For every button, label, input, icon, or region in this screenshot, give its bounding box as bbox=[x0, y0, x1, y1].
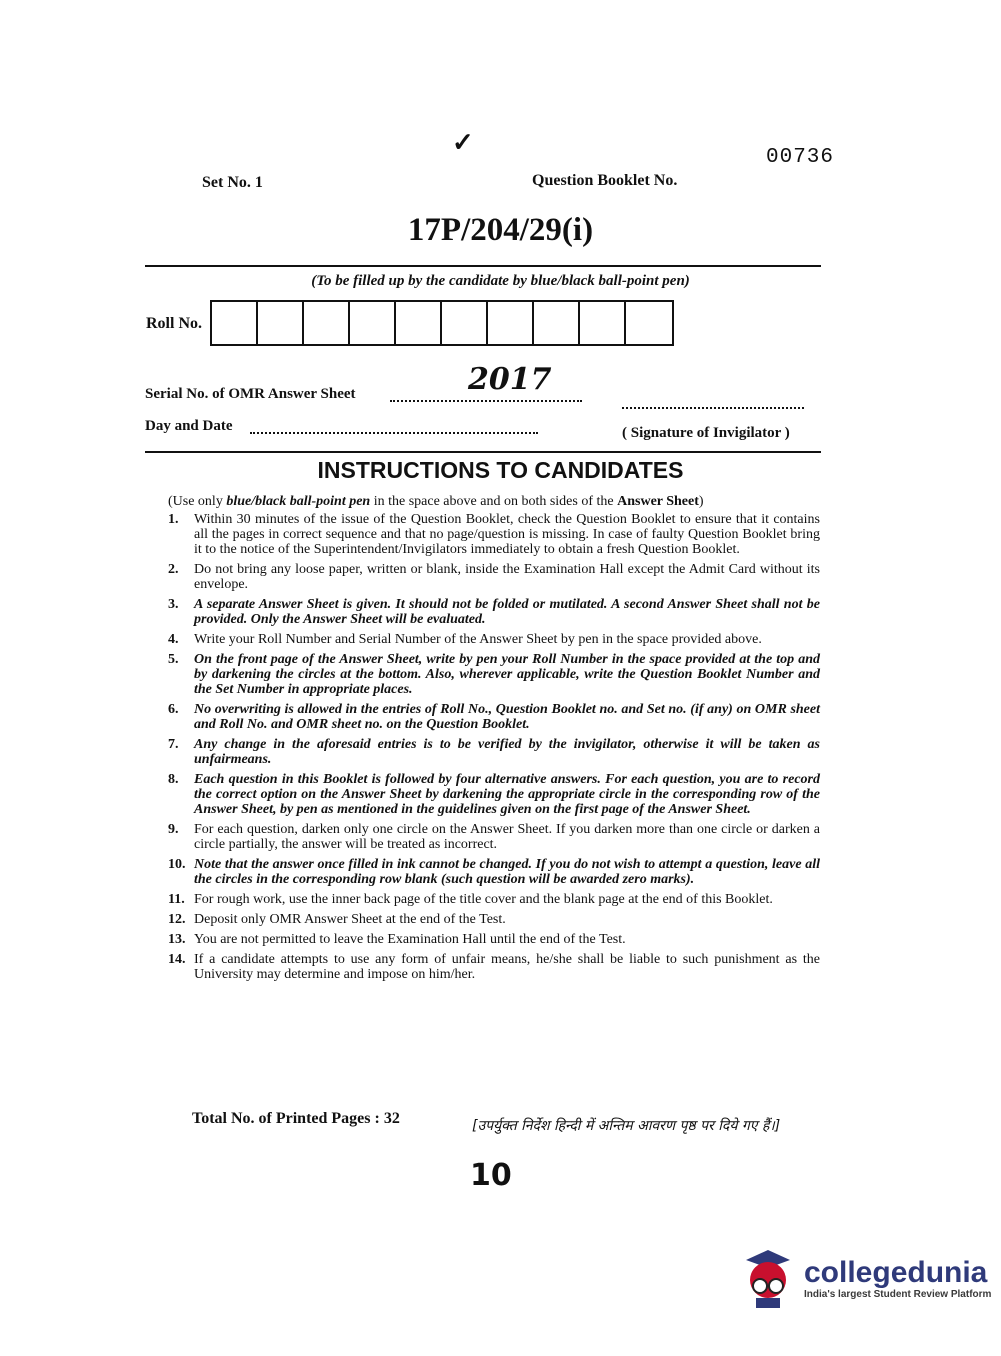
roll-number-cell bbox=[350, 302, 396, 344]
handwritten-page-number: 10 bbox=[470, 1158, 512, 1193]
instruction-text: Deposit only OMR Answer Sheet at the end of the Test. bbox=[194, 912, 506, 927]
fill-instruction-note: (To be filled up by the candidate by blue/black ball-point pen) bbox=[311, 273, 690, 289]
instruction-number: 7. bbox=[168, 737, 179, 752]
top-divider bbox=[145, 265, 821, 267]
set-number: Set No. 1 bbox=[202, 174, 263, 191]
instruction-number: 6. bbox=[168, 702, 179, 717]
roll-number-cell bbox=[304, 302, 350, 344]
instruction-text: No overwriting is allowed in the entries of Roll No., Question Booklet no. and Set no. (if any) on OMR sheet and Roll No. and OMR sheet no. on the Question Booklet. bbox=[194, 702, 820, 732]
instruction-item bbox=[168, 737, 820, 767]
day-date-field bbox=[250, 420, 538, 434]
instruction-item bbox=[168, 702, 820, 732]
mascot-icon bbox=[738, 1246, 798, 1310]
instruction-item bbox=[168, 857, 820, 887]
roll-number-cell bbox=[580, 302, 626, 344]
instruction-number: 9. bbox=[168, 822, 179, 837]
serial-number-handwritten: 2017 bbox=[468, 362, 552, 397]
instruction-item bbox=[168, 952, 820, 982]
collegedunia-logo bbox=[738, 1246, 991, 1310]
instruction-item bbox=[168, 822, 820, 852]
instruction-text: For each question, darken only one circle on the Answer Sheet. If you darken more than one circle or darken a circle partially, the answer will be treated as incorrect. bbox=[194, 822, 820, 852]
roll-number-cell bbox=[212, 302, 258, 344]
roll-number-grid bbox=[210, 300, 674, 346]
instruction-text: A separate Answer Sheet is given. It should not be folded or mutilated. A second Answer Sheet shall not be provided. Only the Answer Sheet will be evaluated. bbox=[194, 597, 820, 627]
instruction-text: Do not bring any loose paper, written or blank, inside the Examination Hall except the Admit Card without its envelope. bbox=[194, 562, 820, 592]
instruction-item bbox=[168, 512, 820, 557]
instruction-text: You are not permitted to leave the Examination Hall until the end of the Test. bbox=[194, 932, 626, 947]
instruction-text: Each question in this Booklet is followed by four alternative answers. For each question, you are to record the correct option on the Answer Sheet by darkening the appropriate circle in the corresponding row of the Answer Sheet, by pen as mentioned in the guidelines given on the first page of the Answer Sheet. bbox=[194, 772, 820, 817]
roll-number-cell bbox=[626, 302, 672, 344]
instructions-divider bbox=[145, 451, 821, 453]
instruction-item bbox=[168, 597, 820, 627]
instruction-number: 5. bbox=[168, 652, 179, 667]
booklet-number: 00736 bbox=[766, 146, 835, 169]
roll-number-cell bbox=[442, 302, 488, 344]
hindi-note: [उपर्युक्त निर्देश हिन्दी में अन्तिम आवरण पृष्ठ पर दिये गए हैं।] bbox=[472, 1118, 781, 1134]
instruction-item bbox=[168, 632, 820, 647]
instruction-text: Within 30 minutes of the issue of the Question Booklet, check the Question Booklet to ensure that it contains all the pages in correct sequence and that no page/question is missing. In case of faulty Question Booklet bring it to the notice of the Superintendent/Invigilators immediately to obtain a fresh Question Booklet. bbox=[194, 512, 820, 557]
instruction-item bbox=[168, 912, 820, 927]
instruction-text: Any change in the aforesaid entries is to be verified by the invigilator, otherwise it will be taken as unfairmeans. bbox=[194, 737, 820, 767]
roll-number-label: Roll No. bbox=[146, 315, 202, 332]
instructions-title: INSTRUCTIONS TO CANDIDATES bbox=[317, 457, 684, 483]
question-booklet-label: Question Booklet No. bbox=[532, 172, 678, 189]
instruction-text: If a candidate attempts to use any form of unfair means, he/she shall be liable to such punishment as the University may determine and impose on him/her. bbox=[194, 952, 820, 982]
instruction-item bbox=[168, 932, 820, 947]
roll-number-cell bbox=[488, 302, 534, 344]
instruction-number: 14. bbox=[168, 952, 186, 967]
instruction-number: 1. bbox=[168, 512, 179, 527]
instruction-item bbox=[168, 772, 820, 817]
instruction-number: 2. bbox=[168, 562, 179, 577]
instructions-intro: (Use only blue/black ball-point pen in the space above and on both sides of the Answer Sheet) bbox=[168, 494, 704, 509]
roll-number-cell bbox=[396, 302, 442, 344]
instruction-number: 11. bbox=[168, 892, 185, 907]
instruction-text: On the front page of the Answer Sheet, write by pen your Roll Number in the space provided at the top and by darkening the circles at the bottom. Also, wherever applicable, write the Question Booklet Number and the Set Number in appropriate places. bbox=[194, 652, 820, 697]
instruction-text: Note that the answer once filled in ink cannot be changed. If you do not wish to attempt a question, leave all the circles in the corresponding row blank (such question will be awarded zero marks). bbox=[194, 857, 820, 887]
instruction-text: Write your Roll Number and Serial Number of the Answer Sheet by pen in the space provided above. bbox=[194, 632, 762, 647]
total-pages: Total No. of Printed Pages : 32 bbox=[192, 1110, 400, 1127]
instructions-list bbox=[168, 512, 820, 987]
serial-number-label: Serial No. of OMR Answer Sheet bbox=[145, 386, 356, 402]
handwritten-tick: ✓ bbox=[452, 128, 474, 157]
signature-field bbox=[622, 395, 804, 409]
instruction-number: 8. bbox=[168, 772, 179, 787]
instruction-item bbox=[168, 892, 820, 907]
instruction-text: For rough work, use the inner back page of the title cover and the blank page at the end of this Booklet. bbox=[194, 892, 773, 907]
roll-number-cell bbox=[258, 302, 304, 344]
roll-number-cell bbox=[534, 302, 580, 344]
instruction-number: 4. bbox=[168, 632, 179, 647]
brand-name: collegedunia bbox=[804, 1255, 988, 1289]
instruction-number: 13. bbox=[168, 932, 186, 947]
instruction-number: 12. bbox=[168, 912, 186, 927]
brand-tagline: India's largest Student Review Platform bbox=[804, 1288, 992, 1300]
day-date-label: Day and Date bbox=[145, 418, 233, 434]
instruction-item bbox=[168, 562, 820, 592]
instruction-item bbox=[168, 652, 820, 697]
paper-code: 17P/204/29(i) bbox=[407, 212, 594, 248]
instruction-number: 10. bbox=[168, 857, 186, 872]
instruction-number: 3. bbox=[168, 597, 179, 612]
signature-label: ( Signature of Invigilator ) bbox=[622, 425, 790, 441]
